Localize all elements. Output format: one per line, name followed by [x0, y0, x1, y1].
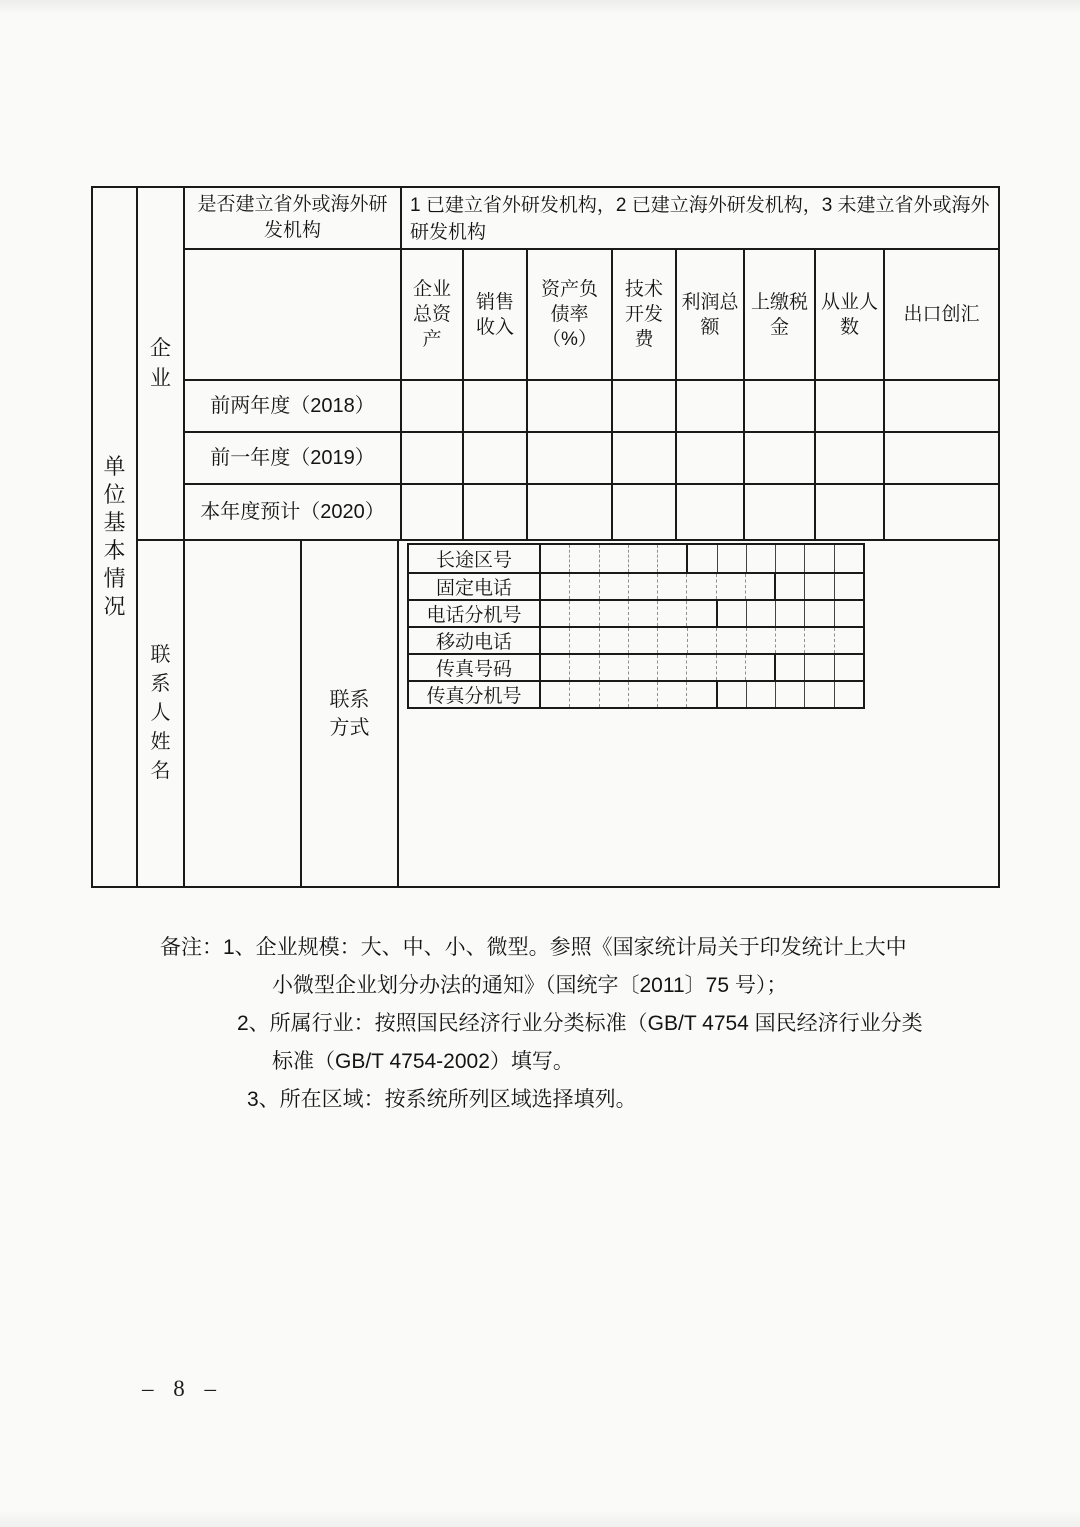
- year-row-label-2: 前一年度（2019）: [185, 431, 400, 483]
- phone-digit-cell: [657, 628, 686, 653]
- phone-digit-cells: [541, 628, 863, 653]
- phone-digit-cell: [774, 655, 804, 680]
- phone-digit-cell: [716, 682, 746, 707]
- page-number: – 8 –: [142, 1376, 218, 1401]
- phone-digit-cell: [569, 682, 598, 707]
- metric-input-cell: [526, 431, 611, 483]
- metric-header-8: 出口创汇: [883, 248, 998, 379]
- contact-method-label-cell: [302, 541, 399, 886]
- phone-digit-cell: [569, 655, 598, 680]
- metric-header-6: 上缴税金: [743, 248, 814, 379]
- metric-input-cell: [883, 483, 998, 539]
- metric-input-cell: [814, 431, 883, 483]
- phone-digit-cell: [745, 655, 774, 680]
- phone-digit-cell: [804, 574, 833, 599]
- phone-digit-cell: [657, 545, 686, 572]
- metric-input-cell: [675, 431, 743, 483]
- phone-digit-cell: [804, 655, 833, 680]
- unit-basic-info-table: [91, 186, 1000, 888]
- metric-input-cell: [526, 483, 611, 539]
- phone-digit-cell: [599, 601, 628, 626]
- phone-digit-cell: [599, 655, 628, 680]
- metric-input-cell: [743, 431, 814, 483]
- phone-digit-cell: [686, 655, 715, 680]
- phone-digit-cell: [686, 574, 715, 599]
- metric-input-cell: [814, 379, 883, 431]
- metric-header-3: 资产负债率（%）: [526, 248, 611, 379]
- phone-row-label: 移动电话: [409, 628, 541, 653]
- rd-institution-options: 1 已建立省外研发机构，2 已建立海外研发机构，3 未建立省外或海外研发机构: [400, 188, 998, 248]
- year-row-label-3: 本年度预计（2020）: [185, 483, 400, 539]
- contact-name-input-cell: [185, 541, 302, 886]
- phone-digit-cell: [804, 545, 833, 572]
- phone-digit-cell: [657, 601, 686, 626]
- phone-digit-cell: [775, 682, 804, 707]
- phone-digit-cell: [686, 545, 716, 572]
- remark-line-2: 小微型企业划分办法的通知》（国统字〔2011〕75 号）；: [272, 974, 788, 997]
- phone-digit-cell: [834, 628, 863, 653]
- metric-input-cell: [462, 483, 526, 539]
- phone-digit-cell: [541, 628, 569, 653]
- phone-digit-cell: [804, 682, 833, 707]
- phone-digit-cell: [569, 574, 598, 599]
- phone-digit-cell: [834, 655, 863, 680]
- metric-input-cell: [462, 431, 526, 483]
- phone-number-grid: [407, 543, 865, 709]
- phone-digit-cell: [804, 628, 833, 653]
- phone-row: [409, 572, 863, 599]
- table-body: [138, 188, 998, 886]
- phone-digit-cell: [687, 628, 716, 653]
- enterprise-section-label-cell: [138, 188, 185, 539]
- phone-row: [409, 653, 863, 680]
- contact-method-area: [399, 541, 998, 886]
- metric-header-5: 利润总额: [675, 248, 743, 379]
- side-title: 单位基本情况: [103, 454, 126, 619]
- remarks-block: [160, 929, 923, 1119]
- phone-digit-cell: [628, 601, 657, 626]
- metric-header-7: 从业人数: [814, 248, 883, 379]
- phone-digit-cell: [716, 628, 745, 653]
- phone-row: [409, 599, 863, 626]
- contact-name-label: 联系人姓名: [150, 644, 171, 782]
- metric-input-cell: [400, 379, 462, 431]
- metric-header-1: 企业总资产: [400, 248, 462, 379]
- phone-digit-cell: [569, 628, 598, 653]
- phone-digit-cell: [569, 545, 598, 572]
- remark-line-3: 2、所属行业：按照国民经济行业分类标准（GB/T 4754 国民经济行业分类: [237, 1012, 923, 1035]
- remark-line-5: 3、所在区域：按系统所列区域选择填列。: [247, 1088, 637, 1111]
- phone-digit-cell: [804, 601, 833, 626]
- phone-digit-cell: [541, 682, 569, 707]
- remark-line-1: 备注：1、企业规模：大、中、小、微型。参照《国家统计局关于印发统计上大中: [160, 936, 907, 959]
- phone-digit-cell: [774, 574, 804, 599]
- phone-digit-cell: [775, 545, 804, 572]
- phone-row: [409, 626, 863, 653]
- enterprise-section: [138, 188, 998, 539]
- phone-row-label: 固定电话: [409, 574, 541, 599]
- table-side-title-cell: [93, 188, 138, 886]
- phone-digit-cell: [834, 545, 863, 572]
- phone-row-label: 传真分机号: [409, 682, 541, 707]
- metric-input-cell: [462, 379, 526, 431]
- phone-digit-cell: [686, 682, 715, 707]
- phone-digit-cell: [541, 655, 569, 680]
- phone-digit-cell: [657, 574, 686, 599]
- metric-header-4: 技术开发费: [611, 248, 675, 379]
- metric-input-cell: [611, 483, 675, 539]
- metric-input-cell: [611, 379, 675, 431]
- metric-input-cell: [611, 431, 675, 483]
- phone-digit-cell: [599, 574, 628, 599]
- phone-digit-cell: [716, 655, 745, 680]
- phone-row: [409, 545, 863, 572]
- phone-digit-cell: [745, 574, 774, 599]
- phone-digit-cell: [541, 545, 569, 572]
- phone-digit-cell: [628, 545, 657, 572]
- metric-input-cell: [743, 379, 814, 431]
- phone-digit-cell: [599, 545, 628, 572]
- phone-row: [409, 680, 863, 707]
- phone-digit-cell: [569, 601, 598, 626]
- phone-digit-cell: [628, 682, 657, 707]
- metric-input-cell: [814, 483, 883, 539]
- phone-digit-cell: [717, 545, 746, 572]
- phone-digit-cells: [541, 655, 863, 680]
- phone-digit-cell: [628, 655, 657, 680]
- metric-input-cell: [883, 379, 998, 431]
- phone-digit-cells: [541, 682, 863, 707]
- phone-digit-cells: [541, 574, 863, 599]
- phone-digit-cell: [686, 601, 715, 626]
- contact-method-label: 联系方式: [329, 688, 370, 739]
- phone-digit-cell: [775, 601, 804, 626]
- metric-input-cell: [675, 379, 743, 431]
- enterprise-section-label: 企业: [150, 336, 171, 390]
- phone-digit-cell: [834, 574, 863, 599]
- phone-digit-cell: [775, 628, 804, 653]
- phone-digit-cell: [541, 574, 569, 599]
- phone-digit-cell: [541, 601, 569, 626]
- phone-row-label: 电话分机号: [409, 601, 541, 626]
- phone-digit-cell: [834, 682, 863, 707]
- metric-input-cell: [526, 379, 611, 431]
- phone-digit-cell: [716, 601, 746, 626]
- phone-digit-cells: [541, 545, 863, 572]
- phone-digit-cell: [746, 682, 775, 707]
- metric-input-cell: [743, 483, 814, 539]
- phone-digit-cell: [716, 574, 745, 599]
- contact-section: [138, 539, 998, 886]
- phone-digit-cell: [746, 601, 775, 626]
- rd-institution-question: 是否建立省外或海外研发机构: [197, 194, 388, 241]
- metric-input-cell: [675, 483, 743, 539]
- phone-digit-cell: [628, 628, 657, 653]
- phone-row-label: 长途区号: [409, 545, 541, 572]
- metric-input-cell: [400, 431, 462, 483]
- metric-input-cell: [883, 431, 998, 483]
- contact-name-label-cell: [138, 541, 185, 886]
- phone-row-label: 传真号码: [409, 655, 541, 680]
- metric-header-2: 销售收入: [462, 248, 526, 379]
- phone-digit-cell: [834, 601, 863, 626]
- phone-digit-cell: [746, 628, 775, 653]
- phone-digit-cell: [628, 574, 657, 599]
- enterprise-metrics-grid: [185, 188, 998, 539]
- phone-digit-cells: [541, 601, 863, 626]
- phone-digit-cell: [599, 682, 628, 707]
- metric-input-cell: [400, 483, 462, 539]
- year-row-label-1: 前两年度（2018）: [185, 379, 400, 431]
- phone-digit-cell: [657, 655, 686, 680]
- phone-digit-cell: [746, 545, 775, 572]
- metric-header-spacer-cell: [185, 248, 400, 379]
- remark-line-4: 标准（GB/T 4754-2002）填写。: [272, 1050, 574, 1073]
- phone-digit-cell: [599, 628, 628, 653]
- phone-digit-cell: [657, 682, 686, 707]
